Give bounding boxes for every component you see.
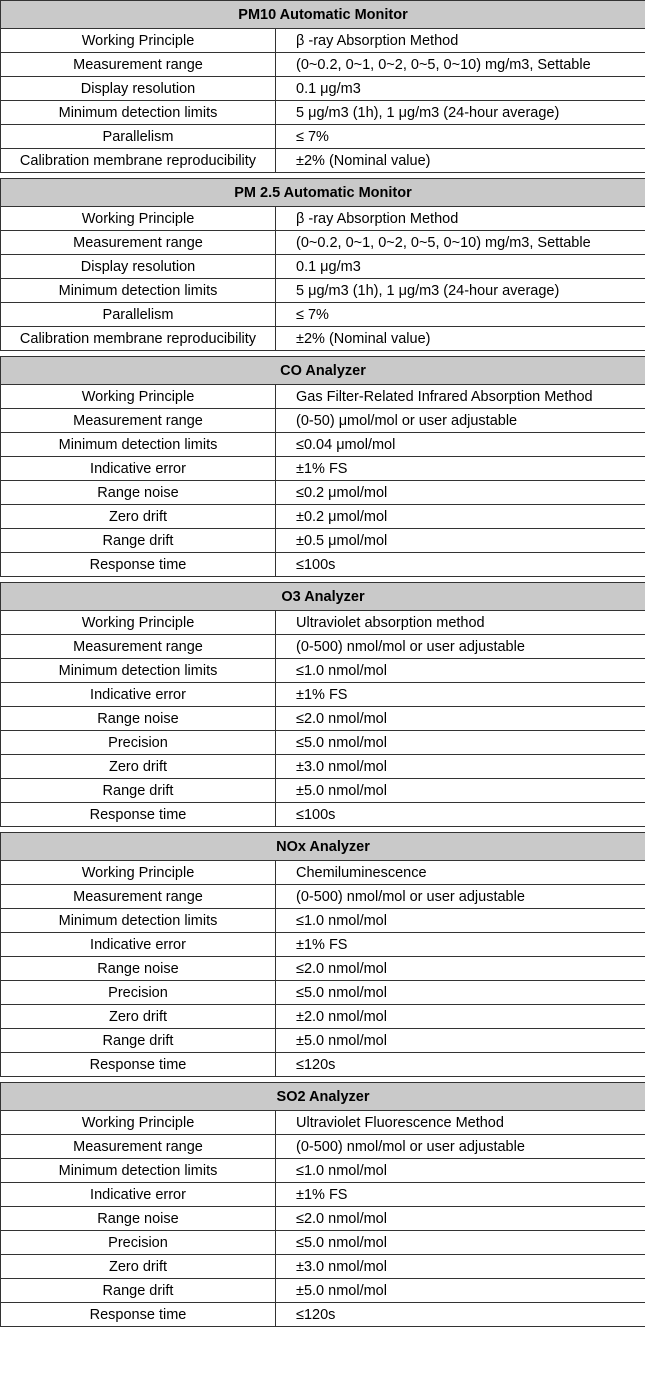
parameter-name: Indicative error <box>1 457 276 481</box>
table-row <box>1 385 645 409</box>
table-row <box>1 433 645 457</box>
parameter-name: Zero drift <box>1 755 276 779</box>
table-row <box>1 1111 645 1135</box>
parameter-value: (0~0.2, 0~1, 0~2, 0~5, 0~10) mg/m3, Settable <box>276 53 645 77</box>
parameter-name: Minimum detection limits <box>1 101 276 125</box>
table-row <box>1 885 645 909</box>
parameter-value: ≤ 7% <box>276 125 645 149</box>
parameter-value: ≤5.0 nmol/mol <box>276 981 645 1005</box>
spec-table <box>0 582 645 827</box>
parameter-value: ≤2.0 nmol/mol <box>276 957 645 981</box>
table-row <box>1 755 645 779</box>
section-title: NOx Analyzer <box>1 833 645 861</box>
parameter-name: Range noise <box>1 957 276 981</box>
table-row <box>1 981 645 1005</box>
parameter-value: Chemiluminescence <box>276 861 645 885</box>
table-row <box>1 1255 645 1279</box>
parameter-value: ±1% FS <box>276 683 645 707</box>
parameter-value: ≤1.0 nmol/mol <box>276 909 645 933</box>
parameter-value: ±0.5 μmol/mol <box>276 529 645 553</box>
parameter-value: (0-500) nmol/mol or user adjustable <box>276 1135 645 1159</box>
table-row <box>1 207 645 231</box>
parameter-value: (0-500) nmol/mol or user adjustable <box>276 635 645 659</box>
parameter-value: ±5.0 nmol/mol <box>276 1279 645 1303</box>
section-title: CO Analyzer <box>1 357 645 385</box>
parameter-value: 5 μg/m3 (1h), 1 μg/m3 (24-hour average) <box>276 101 645 125</box>
table-row <box>1 933 645 957</box>
parameter-value: 5 μg/m3 (1h), 1 μg/m3 (24-hour average) <box>276 279 645 303</box>
parameter-value: ±0.2 μmol/mol <box>276 505 645 529</box>
table-row <box>1 231 645 255</box>
parameter-name: Response time <box>1 1303 276 1327</box>
table-row <box>1 707 645 731</box>
table-row <box>1 635 645 659</box>
table-row <box>1 149 645 173</box>
parameter-value: ±3.0 nmol/mol <box>276 1255 645 1279</box>
parameter-name: Indicative error <box>1 683 276 707</box>
parameter-name: Range noise <box>1 1207 276 1231</box>
parameter-name: Range drift <box>1 1279 276 1303</box>
parameter-value: ±2% (Nominal value) <box>276 149 645 173</box>
table-row <box>1 909 645 933</box>
parameter-name: Precision <box>1 1231 276 1255</box>
parameter-name: Precision <box>1 731 276 755</box>
parameter-name: Minimum detection limits <box>1 433 276 457</box>
parameter-name: Zero drift <box>1 505 276 529</box>
table-row <box>1 279 645 303</box>
parameter-value: ≤1.0 nmol/mol <box>276 659 645 683</box>
parameter-value: Gas Filter-Related Infrared Absorption Method <box>276 385 645 409</box>
parameter-value: ≤100s <box>276 553 645 577</box>
parameter-value: ±1% FS <box>276 933 645 957</box>
parameter-name: Measurement range <box>1 53 276 77</box>
parameter-name: Precision <box>1 981 276 1005</box>
table-row <box>1 1005 645 1029</box>
table-row <box>1 505 645 529</box>
parameter-name: Working Principle <box>1 207 276 231</box>
table-row <box>1 29 645 53</box>
spec-table <box>0 178 645 351</box>
parameter-value: ≤1.0 nmol/mol <box>276 1159 645 1183</box>
spec-table <box>0 0 645 173</box>
parameter-name: Measurement range <box>1 409 276 433</box>
table-row <box>1 553 645 577</box>
parameter-name: Range noise <box>1 707 276 731</box>
table-row <box>1 611 645 635</box>
table-row <box>1 1183 645 1207</box>
parameter-name: Working Principle <box>1 861 276 885</box>
section-title: PM10 Automatic Monitor <box>1 1 645 29</box>
parameter-name: Response time <box>1 553 276 577</box>
table-row <box>1 101 645 125</box>
spec-table <box>0 1082 645 1327</box>
parameter-value: ≤120s <box>276 1053 645 1077</box>
parameter-name: Minimum detection limits <box>1 1159 276 1183</box>
parameter-name: Minimum detection limits <box>1 659 276 683</box>
table-row <box>1 303 645 327</box>
parameter-value: ≤120s <box>276 1303 645 1327</box>
parameter-name: Display resolution <box>1 77 276 101</box>
parameter-value: ±5.0 nmol/mol <box>276 1029 645 1053</box>
parameter-name: Range drift <box>1 529 276 553</box>
table-row <box>1 255 645 279</box>
section-title: O3 Analyzer <box>1 583 645 611</box>
table-row <box>1 957 645 981</box>
parameter-name: Parallelism <box>1 125 276 149</box>
table-row <box>1 683 645 707</box>
parameter-value: ≤5.0 nmol/mol <box>276 731 645 755</box>
parameter-name: Zero drift <box>1 1005 276 1029</box>
parameter-name: Measurement range <box>1 231 276 255</box>
parameter-name: Zero drift <box>1 1255 276 1279</box>
parameter-value: β -ray Absorption Method <box>276 29 645 53</box>
parameter-name: Range drift <box>1 1029 276 1053</box>
table-row <box>1 1207 645 1231</box>
table-row <box>1 803 645 827</box>
parameter-name: Working Principle <box>1 611 276 635</box>
parameter-name: Measurement range <box>1 885 276 909</box>
parameter-value: ≤2.0 nmol/mol <box>276 1207 645 1231</box>
parameter-name: Calibration membrane reproducibility <box>1 149 276 173</box>
parameter-value: ≤100s <box>276 803 645 827</box>
parameter-name: Minimum detection limits <box>1 279 276 303</box>
parameter-name: Range drift <box>1 779 276 803</box>
spec-table <box>0 832 645 1077</box>
parameter-name: Range noise <box>1 481 276 505</box>
parameter-value: ±5.0 nmol/mol <box>276 779 645 803</box>
parameter-name: Working Principle <box>1 29 276 53</box>
table-row <box>1 1053 645 1077</box>
parameter-value: (0~0.2, 0~1, 0~2, 0~5, 0~10) mg/m3, Settable <box>276 231 645 255</box>
parameter-value: ≤0.04 μmol/mol <box>276 433 645 457</box>
table-row <box>1 481 645 505</box>
table-row <box>1 1135 645 1159</box>
table-row <box>1 659 645 683</box>
parameter-name: Response time <box>1 803 276 827</box>
parameter-value: ±2% (Nominal value) <box>276 327 645 351</box>
parameter-value: ±1% FS <box>276 457 645 481</box>
parameter-value: (0-50) μmol/mol or user adjustable <box>276 409 645 433</box>
table-row <box>1 779 645 803</box>
table-row <box>1 327 645 351</box>
parameter-name: Response time <box>1 1053 276 1077</box>
parameter-name: Indicative error <box>1 1183 276 1207</box>
parameter-name: Working Principle <box>1 1111 276 1135</box>
table-row <box>1 861 645 885</box>
table-row <box>1 1279 645 1303</box>
parameter-value: (0-500) nmol/mol or user adjustable <box>276 885 645 909</box>
table-row <box>1 1029 645 1053</box>
parameter-value: ≤5.0 nmol/mol <box>276 1231 645 1255</box>
parameter-name: Indicative error <box>1 933 276 957</box>
parameter-name: Parallelism <box>1 303 276 327</box>
section-title: SO2 Analyzer <box>1 1083 645 1111</box>
parameter-name: Working Principle <box>1 385 276 409</box>
section-title: PM 2.5 Automatic Monitor <box>1 179 645 207</box>
parameter-value: 0.1 μg/m3 <box>276 255 645 279</box>
parameter-value: β -ray Absorption Method <box>276 207 645 231</box>
parameter-value: ≤2.0 nmol/mol <box>276 707 645 731</box>
parameter-value: ±3.0 nmol/mol <box>276 755 645 779</box>
table-row <box>1 1231 645 1255</box>
parameter-name: Display resolution <box>1 255 276 279</box>
table-row <box>1 731 645 755</box>
spec-table <box>0 356 645 577</box>
table-row <box>1 53 645 77</box>
parameter-value: Ultraviolet Fluorescence Method <box>276 1111 645 1135</box>
parameter-name: Measurement range <box>1 1135 276 1159</box>
parameter-value: 0.1 μg/m3 <box>276 77 645 101</box>
table-row <box>1 77 645 101</box>
table-row <box>1 457 645 481</box>
table-row <box>1 409 645 433</box>
parameter-value: Ultraviolet absorption method <box>276 611 645 635</box>
parameter-value: ±2.0 nmol/mol <box>276 1005 645 1029</box>
parameter-value: ±1% FS <box>276 1183 645 1207</box>
parameter-value: ≤ 7% <box>276 303 645 327</box>
parameter-name: Minimum detection limits <box>1 909 276 933</box>
table-row <box>1 1303 645 1327</box>
parameter-name: Measurement range <box>1 635 276 659</box>
table-row <box>1 529 645 553</box>
table-row <box>1 125 645 149</box>
parameter-name: Calibration membrane reproducibility <box>1 327 276 351</box>
parameter-value: ≤0.2 μmol/mol <box>276 481 645 505</box>
table-row <box>1 1159 645 1183</box>
